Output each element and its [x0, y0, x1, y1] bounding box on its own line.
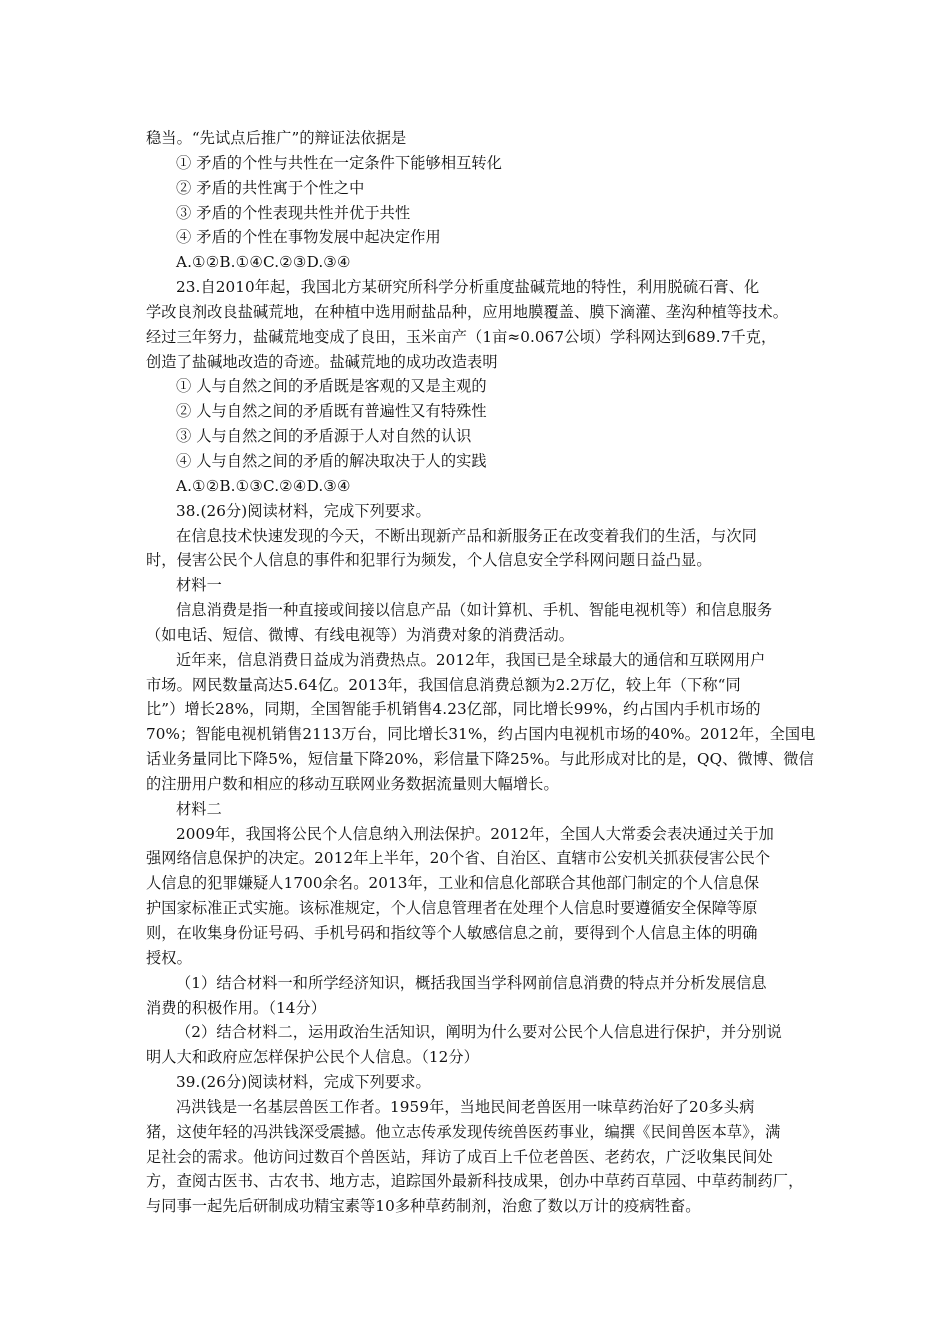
text-line: 创造了盐碱地改造的奇迹。盐碱荒地的成功改造表明	[146, 352, 498, 371]
document-body	[146, 126, 816, 1219]
text-line: ② 人与自然之间的矛盾既有普遍性又有特殊性	[176, 402, 487, 421]
text-line: 消费的积极作用。（14分）	[146, 998, 327, 1017]
text-line: ④ 矛盾的个性在事物发展中起决定作用	[176, 228, 441, 247]
text-line: 39.(26分)阅读材料，完成下列要求。	[176, 1073, 431, 1092]
text-line: 时，侵害公民个人信息的事件和犯罪行为频发，个人信息安全学科网问题日益凸显。	[146, 551, 712, 570]
text-line: 市场。网民数量高达5.64亿。2013年，我国信息消费总额为2.2万亿，较上年（下称“同	[146, 675, 741, 694]
text-line: 比”）增长28%，同期，全国智能手机销售4.23亿部，同比增长99%，约占国内手机市场的	[146, 700, 761, 719]
text-line: 经过三年努力，盐碱荒地变成了良田，玉米亩产（1亩≈0.067公顷）学科网达到689.7千克，	[146, 327, 777, 346]
text-line: 学改良剂改良盐碱荒地，在种植中选用耐盐品种，应用地膜覆盖、膜下滴灌、垄沟种植等技术。	[146, 302, 789, 321]
text-line: 2009年，我国将公民个人信息纳入刑法保护。2012年，全国人大常委会表决通过关于加	[176, 824, 774, 843]
text-line: 话业务量同比下降5%，短信量下降20%，彩信量下降25%。与此形成对比的是，QQ、微博、微信	[146, 750, 814, 769]
text-line: 足社会的需求。他访问过数百个兽医站，拜访了成百上千位老兽医、老药农，广泛收集民间处	[146, 1147, 773, 1166]
text-line: 则，在收集身份证号码、手机号码和指纹等个人敏感信息之前，要得到个人信息主体的明确	[146, 924, 758, 942]
text-line: ① 人与自然之间的矛盾既是客观的又是主观的	[176, 377, 487, 396]
text-line: 护国家标准正式实施。该标准规定，个人信息管理者在处理个人信息时要遵循安全保障等原	[146, 899, 758, 918]
text-line: 强网络信息保护的决定。2012年上半年，20个省、自治区、直辖市公安机关抓获侵害公民个	[146, 849, 771, 868]
text-line: 明人大和政府应怎样保护公民个人信息。（12分）	[146, 1048, 479, 1067]
text-line: 猪，这使年轻的冯洪钱深受震撼。他立志传承发现传统兽医药事业，编撰《民间兽医本草》，满	[146, 1122, 781, 1141]
text-line: ③ 矛盾的个性表现共性并优于共性	[176, 203, 411, 222]
text-line: ③ 人与自然之间的矛盾源于人对自然的认识	[176, 427, 472, 446]
text-line: 材料一	[176, 576, 222, 595]
text-line: 授权。	[146, 948, 192, 967]
text-line: 在信息技术快速发现的今天，不断出现新产品和新服务正在改变着我们的生活，与次同	[176, 526, 757, 545]
text-line: 38.(26分)阅读材料，完成下列要求。	[176, 501, 431, 520]
text-line: ① 矛盾的个性与共性在一定条件下能够相互转化	[176, 153, 502, 172]
text-line: 材料二	[176, 799, 222, 818]
text-line: 方，查阅古医书、古农书、地方志，追踪国外最新科技成果，创办中草药百草园、中草药制药厂，	[146, 1172, 804, 1191]
text-line: ② 矛盾的共性寓于个性之中	[176, 178, 365, 197]
text-line: 冯洪钱是一名基层兽医工作者。1959年，当地民间老兽医用一味草药治好了20多头病	[176, 1097, 755, 1116]
text-line: 23.自2010年起，我国北方某研究所科学分析重度盐碱荒地的特性，利用脱硫石膏、化	[176, 278, 760, 297]
text-line: 稳当。“先试点后推广”的辩证法依据是	[146, 129, 407, 147]
text-line: 70%；智能电视机销售2113万台，同比增长31%，约占国内电视机市场的40%。2012年，全国电	[146, 725, 816, 744]
text-line: 人信息的犯罪嫌疑人1700余名。2013年，工业和信息化部联合其他部门制定的个人信息保	[146, 874, 760, 893]
text-line: 近年来，信息消费日益成为消费热点。2012年，我国已是全球最大的通信和互联网用户	[176, 650, 766, 669]
text-line: （1）结合材料一和所学经济知识，概括我国当学科网前信息消费的特点并分析发展信息	[176, 973, 767, 992]
text-line: 与同事一起先后研制成功精宝素等10多种草药制剂，治愈了数以万计的疫病牲畜。	[146, 1197, 701, 1216]
text-line: 信息消费是指一种直接或间接以信息产品（如计算机、手机、智能电视机等）和信息服务	[176, 601, 773, 620]
text-line: （如电话、短信、微博、有线电视等）为消费对象的消费活动。	[146, 625, 575, 644]
text-line: ④ 人与自然之间的矛盾的解决取决于人的实践	[176, 451, 487, 470]
text-line: 的注册用户数和相应的移动互联网业务数据流量则大幅增长。	[146, 774, 559, 793]
text-line: （2）结合材料二，运用政治生活知识，阐明为什么要对公民个人信息进行保护，并分别说	[176, 1023, 782, 1042]
text-line: A.①②B.①④C.②③D.③④	[176, 253, 351, 272]
text-line: A.①②B.①③C.②④D.③④	[176, 476, 351, 495]
